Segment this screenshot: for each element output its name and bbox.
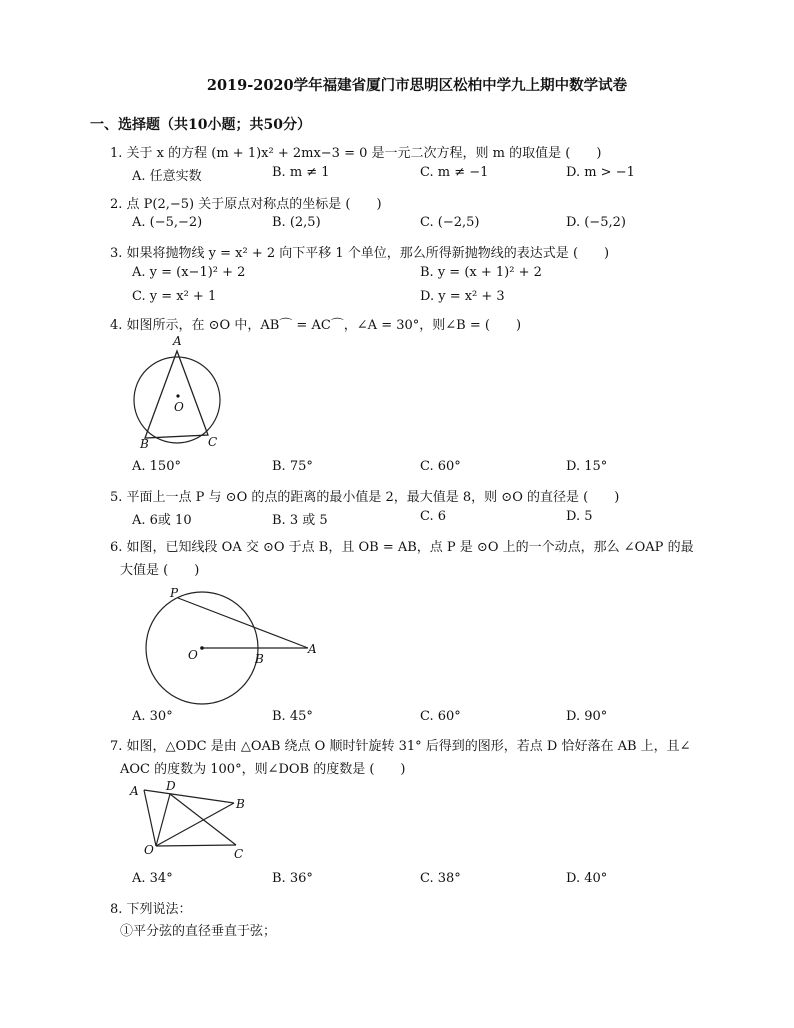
q7-option-c: C. 38° [420,871,461,886]
q3-option-b: B. y = (x + 1)² + 2 [420,265,542,280]
fig4-label-b: B [140,437,149,451]
question-8-statement-1: ①平分弦的直径垂直于弦； [120,924,277,939]
q4-option-d: D. 15° [566,459,608,474]
q3-option-d: D. y = x² + 3 [420,289,505,304]
q4-option-b: B. 75° [272,459,313,474]
q7-option-d: D. 40° [566,871,608,886]
section-heading: 一、选择题（共10小题；共50分） [90,117,311,133]
fig4-label-a: A [173,334,182,348]
fig7-label-a: A [130,784,139,798]
fig4-label-o: O [174,400,184,414]
q6-option-b: B. 45° [272,709,313,724]
fig6-label-p: P [170,586,179,600]
q2-option-b: B. (2,5) [272,215,321,230]
q5-option-a: A. 6或 10 [132,513,192,528]
question-8-stem: 8. 下列说法： [110,902,192,917]
question-5-stem: 5. 平面上一点 P 与 ⊙O 的点的距离的最小值是 2，最大值是 8，则 ⊙O 的直径是 ( ) [110,490,620,505]
fig7-segment-ab [144,790,234,803]
question-1-stem: 1. 关于 x 的方程 (m + 1)x² + 2mx−3 = 0 是一元二次方程，则 m 的取值是 ( ) [110,146,602,161]
fig6-label-o: O [188,648,198,662]
q2-option-d: D. (−5,2) [566,215,626,230]
fig7-segment-ao [144,790,156,846]
question-6-stem-cont: 大值是 ( ) [120,563,200,578]
q5-option-b: B. 3 或 5 [272,513,328,528]
q2-option-c: C. (−2,5) [420,215,480,230]
q6-option-d: D. 90° [566,709,608,724]
question-4-stem: 4. 如图所示，在 ⊙O 中，AB⌒ = AC⌒，∠A = 30°，则∠B = ( ) [110,318,522,333]
q5-option-c: C. 6 [420,509,447,524]
q7-option-b: B. 36° [272,871,313,886]
fig7-label-c: C [234,847,244,861]
fig4-center-dot [176,394,179,397]
page-title: 2019-2020学年福建省厦门市思明区松柏中学九上期中数学试卷 [206,77,628,94]
q6-option-c: C. 60° [420,709,461,724]
question-7-stem-cont: AOC 的度数为 100°，则∠DOB 的度数是 ( ) [120,762,406,777]
question-2-stem: 2. 点 P(2,−5) 关于原点对称点的坐标是 ( ) [110,197,382,212]
q2-option-a: A. (−5,−2) [132,215,203,230]
fig6-center-dot [200,646,204,650]
figure-4-circle [130,334,230,452]
fig7-label-d: D [166,780,176,793]
q1-option-d: D. m > −1 [566,165,635,180]
fig6-label-a: A [308,642,317,656]
fig7-label-o: O [144,843,154,857]
fig7-segment-ob [156,803,234,846]
q3-option-a: A. y = (x−1)² + 2 [132,265,246,280]
fig7-label-b: B [236,797,245,811]
q6-option-a: A. 30° [132,709,173,724]
question-3-stem: 3. 如果将抛物线 y = x² + 2 向下平移 1 个单位，那么所得新抛物线的表达式是 ( ) [110,246,610,261]
fig7-segment-oc [156,845,236,846]
fig7-segment-do [156,794,170,846]
question-7-stem: 7. 如图，△ODC 是由 △OAB 绕点 O 顺时针旋转 31° 后得到的图形，若点 D 恰好落在 AB 上，且∠ [110,739,691,754]
q4-option-a: A. 150° [132,459,181,474]
q4-option-c: C. 60° [420,459,461,474]
q5-option-d: D. 5 [566,509,593,524]
q1-option-c: C. m ≠ −1 [420,165,489,180]
fig4-label-c: C [208,435,218,449]
q1-option-b: B. m ≠ 1 [272,165,330,180]
fig6-segment-pa [178,598,308,648]
q3-option-c: C. y = x² + 1 [132,289,217,304]
fig6-label-b: B [255,652,264,666]
figure-6-circle [140,585,330,710]
q1-option-a: A. 任意实数 [132,169,202,184]
question-6-stem: 6. 如图，已知线段 OA 交 ⊙O 于点 B，且 OB = AB，点 P 是 ⊙O 上的一个动点，那么 ∠OAP 的最 [110,540,694,555]
figure-7-triangles [126,780,256,862]
q7-option-a: A. 34° [132,871,173,886]
